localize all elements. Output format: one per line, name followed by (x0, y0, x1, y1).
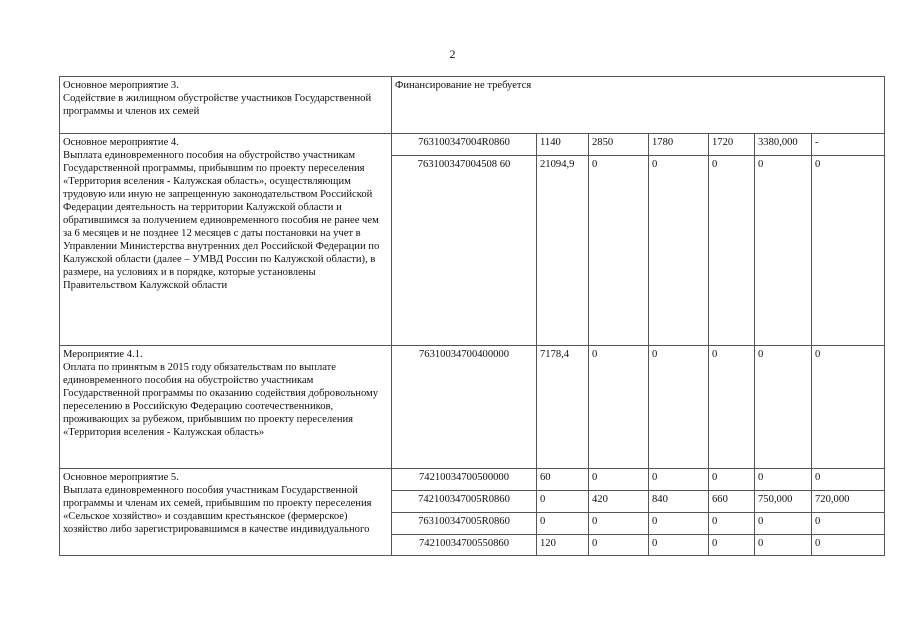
activity-description: Основное мероприятие 3. Содействие в жилищном обустройстве участников Государственной программы и членов их семей (60, 77, 392, 134)
amount-cell: 0 (589, 156, 649, 346)
amount-cell: 0 (755, 535, 812, 556)
program-activities-table (59, 76, 885, 556)
amount-cell: 3380,000 (755, 134, 812, 156)
amount-cell: 0 (649, 535, 709, 556)
amount-cell: 0 (812, 535, 885, 556)
table-row (60, 134, 885, 156)
budget-code: 742100347005R0860 (392, 491, 537, 513)
amount-cell: 0 (537, 513, 589, 535)
amount-cell: 0 (812, 156, 885, 346)
amount-cell: 840 (649, 491, 709, 513)
activity-description: Мероприятие 4.1. Оплата по принятым в 2015 году обязательствам по выплате единовременного пособия на обустройство участникам Государственной программы по оказанию содействия добровольному переселению в Российскую Федерацию соотечественников, проживающих за рубежом, прибывшим по проекту переселения «Территория вселения - Калужская область» (60, 346, 392, 469)
amount-cell: 1780 (649, 134, 709, 156)
amount-cell: 0 (755, 513, 812, 535)
table-row (60, 346, 885, 469)
amount-cell: 0 (649, 346, 709, 469)
amount-cell: 0 (755, 156, 812, 346)
amount-cell: 0 (812, 469, 885, 491)
amount-cell: 0 (537, 491, 589, 513)
amount-cell: 0 (709, 469, 755, 491)
amount-cell: 720,000 (812, 491, 885, 513)
budget-code: 74210034700500000 (392, 469, 537, 491)
amount-cell: 0 (589, 469, 649, 491)
table-row (60, 469, 885, 491)
amount-cell: 1720 (709, 134, 755, 156)
budget-code: 74210034700550860 (392, 535, 537, 556)
amount-cell: 0 (649, 156, 709, 346)
funding-note: Финансирование не требуется (392, 77, 885, 134)
activity-description: Основное мероприятие 5. Выплата единовременного пособия участникам Государственной программы и членам их семей, прибывшим по проекту переселения «Сельское хозяйство» и создавшим крестьянское (фермерское) хозяйство либо зарегистрировавшимся в качестве индивидуального (60, 469, 392, 556)
amount-cell: 1140 (537, 134, 589, 156)
amount-cell: 120 (537, 535, 589, 556)
page-number: 2 (449, 47, 456, 61)
amount-cell: 0 (755, 346, 812, 469)
amount-cell: 0 (589, 513, 649, 535)
amount-cell: 750,000 (755, 491, 812, 513)
budget-code: 763100347004R0860 (392, 134, 537, 156)
amount-cell: 0 (812, 513, 885, 535)
amount-cell: 2850 (589, 134, 649, 156)
amount-cell: 0 (649, 513, 709, 535)
amount-cell: 0 (709, 156, 755, 346)
amount-cell: 0 (709, 346, 755, 469)
amount-cell: 7178,4 (537, 346, 589, 469)
amount-cell: 420 (589, 491, 649, 513)
amount-cell: 0 (709, 535, 755, 556)
amount-cell: 21094,9 (537, 156, 589, 346)
budget-code: 76310034700400000 (392, 346, 537, 469)
amount-cell: 660 (709, 491, 755, 513)
amount-cell: 0 (709, 513, 755, 535)
amount-cell: - (812, 134, 885, 156)
amount-cell: 0 (755, 469, 812, 491)
budget-code: 763100347004508 60 (392, 156, 537, 346)
budget-code: 763100347005R0860 (392, 513, 537, 535)
amount-cell: 0 (812, 346, 885, 469)
amount-cell: 0 (589, 535, 649, 556)
amount-cell: 0 (589, 346, 649, 469)
amount-cell: 0 (649, 469, 709, 491)
table-row (60, 77, 885, 134)
activity-description: Основное мероприятие 4. Выплата единовременного пособия на обустройство участникам Государственной программы, прибывшим по проекту переселения «Территория вселения - Калужская область», осуществляющим трудовую или иную не запрещенную законодательством Российской Федерации деятельность на территории Калужской области и обратившимся за получением единовременного пособия не ранее чем за 6 месяцев и не позднее 12 месяцев с даты постановки на учет в Управлении Министерства внутренних дел Российской Федерации по Калужской области (далее – УМВД России по Калужской области), в размере, на условиях и в порядке, которые установлены Правительством Калужской области (60, 134, 392, 346)
amount-cell: 60 (537, 469, 589, 491)
